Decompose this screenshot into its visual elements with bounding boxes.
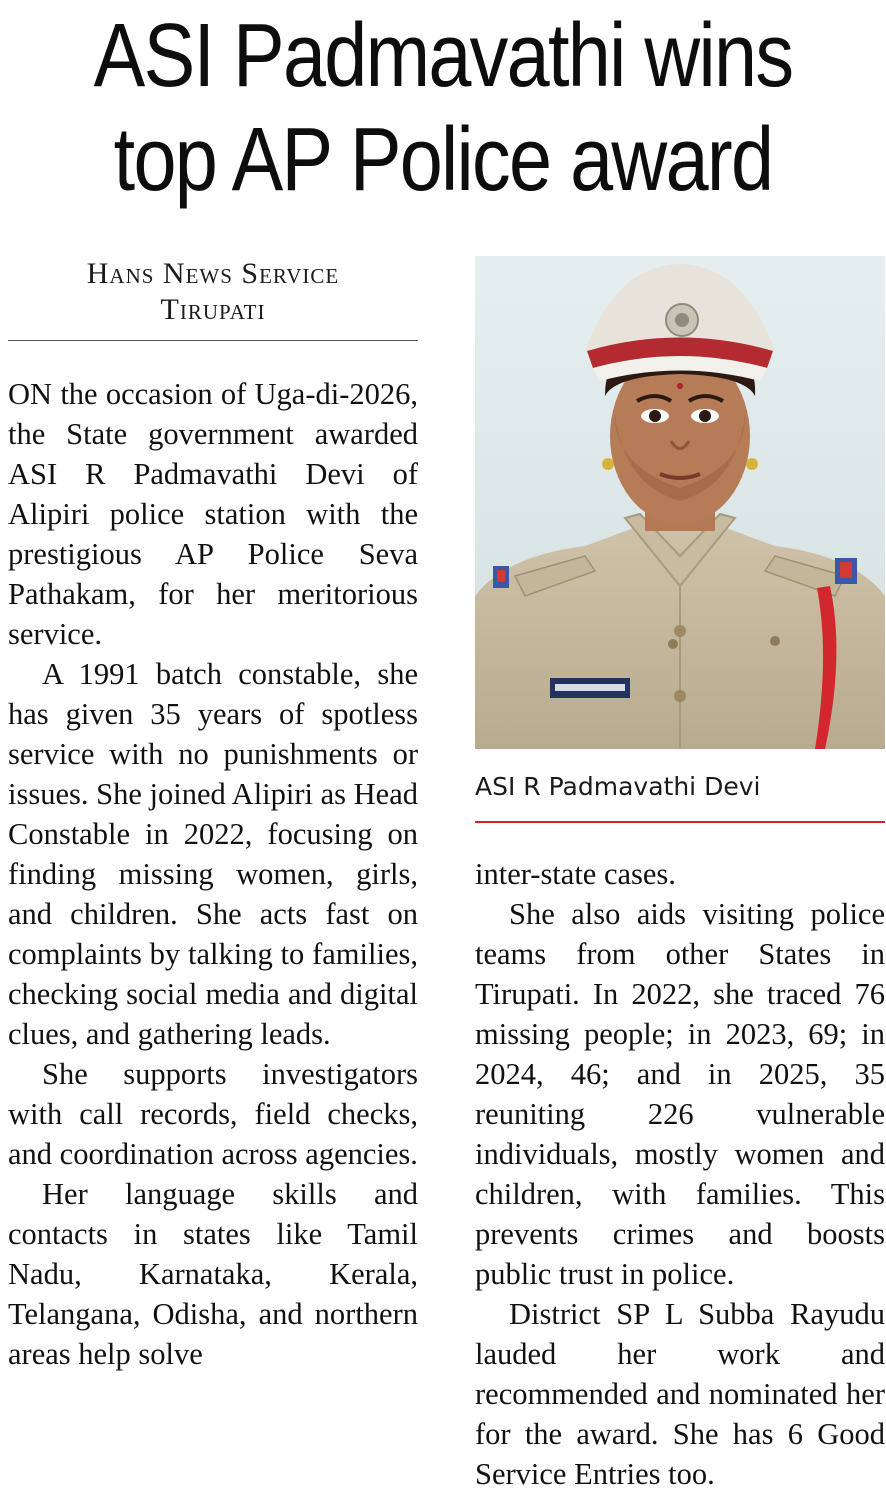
paragraph-6: District SP L Subba Rayudu lauded her work and recommended and nominated her for the award. She has 6 Good Service Entries too. — [475, 1297, 885, 1491]
paragraph-1: ON the occasion of Uga-di-2026, the State government awarded ASI R Padmavathi Devi of Alipiri police station with the prestigious AP Police Seva Pathakam, for her meritorious service. — [8, 377, 418, 651]
headline-line-1: ASI Padmavathi wins — [93, 6, 793, 106]
photo-caption: ASI R Padmavathi Devi — [475, 772, 761, 801]
byline — [8, 256, 418, 328]
paragraph-4-end: inter-state cases. — [475, 857, 676, 891]
officer-photo — [475, 256, 885, 749]
caption-divider — [475, 821, 885, 823]
byline-agency: Hans News Service — [86, 257, 340, 290]
headline — [62, 4, 824, 212]
paragraph-5: She also aids visiting police teams from other States in Tirupati. In 2022, she traced 76 missing people; in 2023, 69; in 2024, 46; and in 2025, 35 reuniting 226 vulnerable individuals, mostly women and children, with families. This prevents crimes and boosts public trust in police. — [475, 897, 885, 1291]
article-column-2 — [475, 854, 885, 1494]
byline-divider — [8, 340, 418, 341]
byline-dateline: Tirupati — [160, 293, 266, 326]
paragraph-3: She supports investigators with call records, field checks, and coordination across agencies. — [8, 1057, 418, 1171]
paragraph-4-start: Her language skills and contacts in states like Tamil Nadu, Karnataka, Kerala, Telangana, Odisha, and northern areas help solve — [8, 1177, 418, 1371]
article-column-1 — [8, 374, 418, 1374]
paragraph-2: A 1991 batch constable, she has given 35 years of spotless service with no punishments or issues. She joined Alipiri as Head Constable in 2022, focusing on finding missing women, girls, and children. She acts fast on complaints by talking to families, checking social media and digital clues, and gathering leads. — [8, 657, 419, 1051]
headline-line-2: top AP Police award — [113, 110, 773, 210]
